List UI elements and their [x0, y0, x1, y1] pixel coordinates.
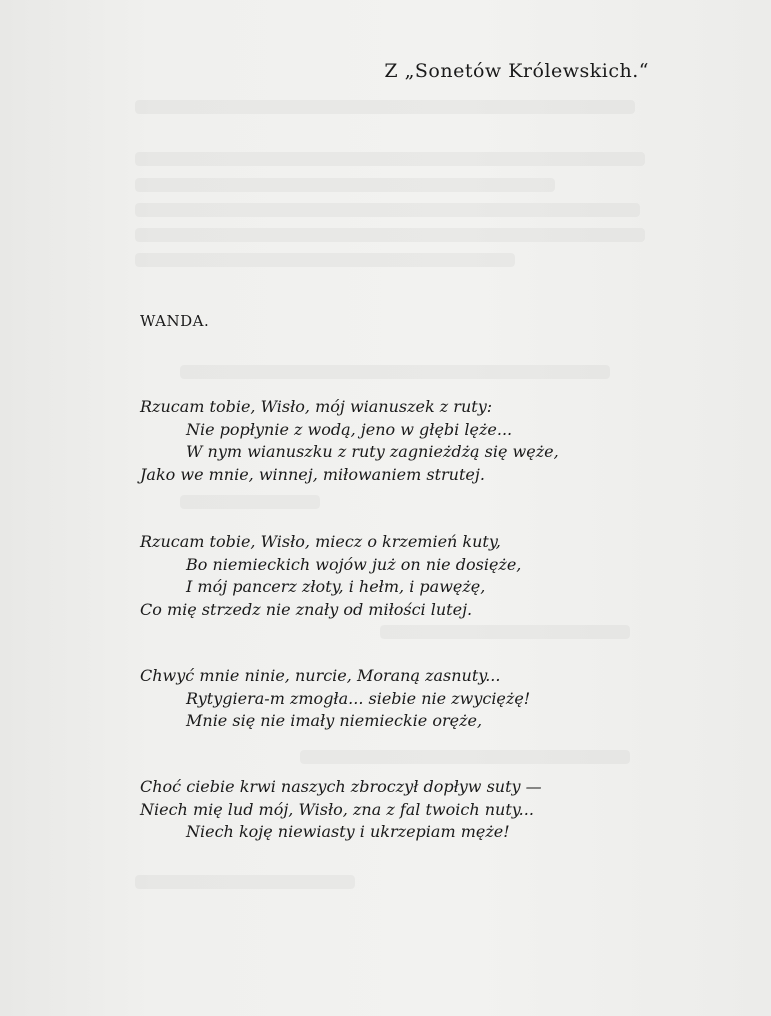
stanza-4 — [140, 776, 542, 844]
verse-line: Bo niemieckich wojów już on nie dosięże, — [186, 554, 522, 574]
stanza-2 — [140, 531, 521, 621]
bleed-through-mark — [135, 203, 640, 217]
verse-line: Chwyć mnie ninie, nurcie, Moraną zasnuty... — [140, 666, 501, 685]
bleed-through-mark — [135, 228, 645, 242]
verse-line: Jako we mnie, winnej, miłowaniem strutej. — [140, 464, 485, 484]
bleed-through-mark — [380, 625, 630, 639]
bleed-through-mark — [300, 750, 630, 764]
bleed-through-mark — [135, 178, 555, 192]
verse-line: Choć ciebie krwi naszych zbroczył dopływ suty — — [140, 777, 542, 796]
bleed-through-mark — [135, 875, 355, 889]
bleed-through-mark — [135, 152, 645, 166]
stanza-1 — [140, 396, 559, 486]
verse-line: Nie popłynie z wodą, jeno w głębi lęże... — [186, 419, 513, 439]
verse-line: Co mię strzedz nie znały od miłości lutej. — [140, 599, 473, 619]
running-header: Z „Sonetów Królewskich.“ — [384, 60, 649, 82]
verse-line: Niech mię lud mój, Wisło, zna z fal twoich nuty... — [140, 799, 534, 819]
bleed-through-mark — [135, 253, 515, 267]
stanza-3 — [140, 665, 530, 733]
verse-line: Niech koję niewiasty i ukrzepiam męże! — [186, 822, 510, 841]
poem-title: WANDA. — [140, 312, 210, 330]
bleed-through-mark — [180, 495, 320, 509]
bleed-through-mark — [135, 100, 635, 114]
verse-line: Mnie się nie imały niemieckie oręże, — [186, 711, 483, 730]
verse-line: Rytygiera-m zmogła... siebie nie zwyciężę! — [186, 688, 531, 708]
verse-line: I mój pancerz złoty, i hełm, i pawężę, — [186, 577, 486, 596]
verse-line: W nym wianuszku z ruty zagnieżdżą się węże, — [186, 442, 559, 461]
verse-line: Rzucam tobie, Wisło, miecz o krzemień kuty, — [140, 532, 501, 551]
bleed-through-mark — [180, 365, 610, 379]
verse-line: Rzucam tobie, Wisło, mój wianuszek z ruty: — [140, 397, 493, 416]
